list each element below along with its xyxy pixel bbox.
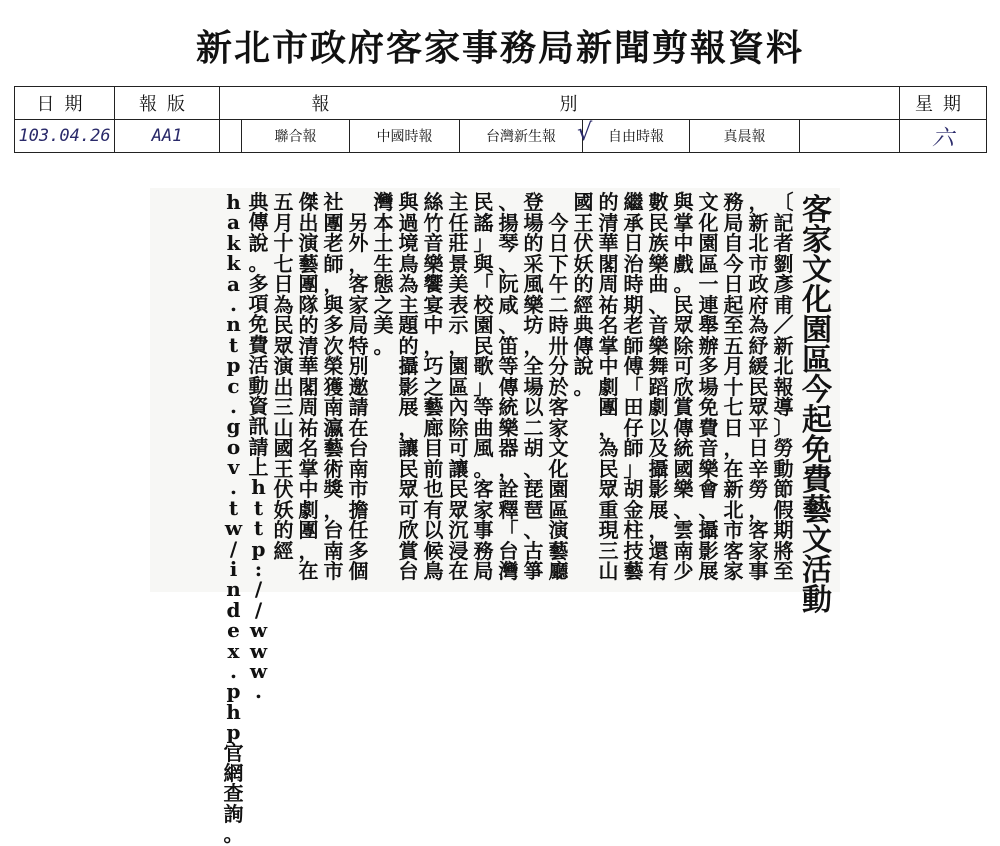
news-clipping [150,188,840,846]
article-column: 社 團 老 師 ， 與 多 次 榮 獲 南 瀛 藝 術 獎 ， 台 南 市 [323,190,344,583]
document-title: 新北市政府客家事務局新聞剪報資料 [195,27,804,69]
paper-liberty [577,118,690,153]
article-column: 登 場 的 采 風 樂 坊 ， 全 場 以 二 胡 、 琵 琶 、 古 箏 [523,190,544,583]
paper-udn: 聯合報 [242,120,350,153]
article-headline: 客 家 文 化 園 區 今 起 免 費 藝 文 活 動 [802,193,834,618]
article-column: 、 揚 琴 、 阮 咸 、 笛 等 傳 統 樂 器 ， 詮 釋 「 台 灣 [498,190,519,583]
article-column: h a k k a . n t p c . g o v . t w / i n d e x . p h p 官 網 查 詢 。 [223,190,244,846]
article-column: 的 清 華 閣 周 祐 名 掌 中 劇 團 ， 為 民 眾 重 現 三 山 [598,190,619,583]
date-value: 103.04.26 [15,120,115,153]
article-column: 繼 承 日 治 時 期 老 師 傅 「 田 仔 師 」 胡 金 柱 技 藝 [623,190,644,583]
article-column: ， 新 北 市 政 府 為 紓 緩 民 眾 平 日 辛 勞 ， 客 家 事 [748,190,769,583]
article-column: 今 日 下 午 二 時 卅 分 於 客 家 文 化 園 區 演 藝 廳 [548,210,569,583]
article-column: 數 民 族 樂 曲 、 音 樂 舞 蹈 劇 以 及 攝 影 展 ， 還 有 [648,190,669,583]
header-row [15,87,987,120]
papers-header-label: 報別 [311,94,808,115]
paper-liberty-label: 自由時報 [608,129,664,145]
entry-row [15,120,987,153]
weekday-header: 星期 [900,87,987,120]
checkmark-icon: √ [577,118,593,146]
papers-header [220,87,900,120]
blank-cell-2 [800,120,900,153]
article-column: 國 王 伏 妖 的 經 典 傳 說 。 [573,190,594,399]
paper-shengpao: 台灣新生報 [460,120,583,153]
article-column: 〔 記 者 劉 彥 甫 ／ 新 北 報 導 〕 勞 動 節 假 期 將 至 [773,190,794,583]
article-column: 灣 本 土 生 態 之 美 。 [373,190,394,358]
article-column: 五 月 十 七 日 為 民 眾 演 出 三 山 國 王 伏 妖 的 經 [273,190,294,563]
article-column: 民 謠 」 與 「 校 園 民 歌 」 等 曲 風 。 客 家 事 務 局 [473,190,494,583]
article-column: 與 過 境 鳥 為 主 題 的 攝 影 展 ， 讓 民 眾 可 欣 賞 台 [398,190,419,583]
article-column: 與 掌 中 戲 。 民 眾 除 可 欣 賞 傳 統 國 樂 、 雲 南 少 [673,190,694,583]
article-column: 務 局 自 今 日 起 至 五 月 十 七 日 ， 在 新 北 市 客 家 [723,190,744,583]
article-column: 文 化 園 區 一 連 舉 辦 多 場 免 費 音 樂 會 、 攝 影 展 [698,190,719,583]
article-column: 主 任 莊 景 美 表 示 ， 園 區 內 除 可 讓 民 眾 沉 浸 在 [448,190,469,583]
article-column: 絲 竹 音 樂 饗 宴 中 ， 巧 之 藝 廊 目 前 也 有 以 候 鳥 [423,190,444,583]
edition-value: AA1 [115,120,220,153]
weekday-value: 六 [900,120,987,153]
header-table [14,86,987,153]
article-column: 傑 出 演 藝 團 隊 的 清 華 閣 周 祐 名 掌 中 劇 團 ， 在 [298,190,319,583]
edition-header: 報版 [115,87,220,120]
blank-cell [220,120,242,153]
paper-chinatimes: 中國時報 [350,120,460,153]
paper-zhenchen: 真晨報 [690,120,800,153]
article-column: 典 傳 說 。 多 項 免 費 活 動 資 訊 請 上 h t t p : / / w w w . [248,190,269,704]
article-column: 另 外 ， 客 家 局 特 別 邀 請 在 台 南 市 擔 任 多 個 [348,210,369,583]
article-body [221,190,834,846]
date-header: 日期 [15,87,115,120]
